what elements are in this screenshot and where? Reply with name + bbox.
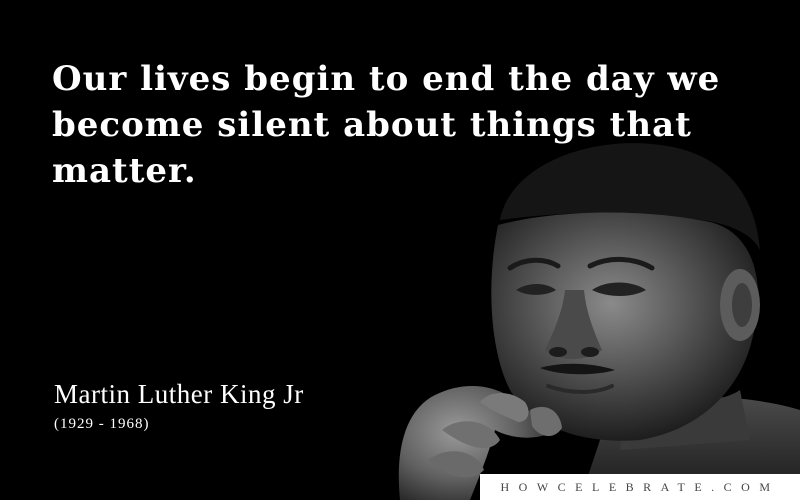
site-watermark: HOWCELEBRATE.COM [480, 474, 800, 500]
quote-line-1: Our lives begin to end the day we [52, 59, 721, 99]
author-dates: (1929 - 1968) [54, 416, 150, 432]
portrait-image [380, 140, 800, 500]
quote-line-2: become silent about things that [52, 105, 692, 145]
author-name: Martin Luther King Jr [54, 379, 304, 409]
quote-line-3: matter. [52, 151, 197, 191]
